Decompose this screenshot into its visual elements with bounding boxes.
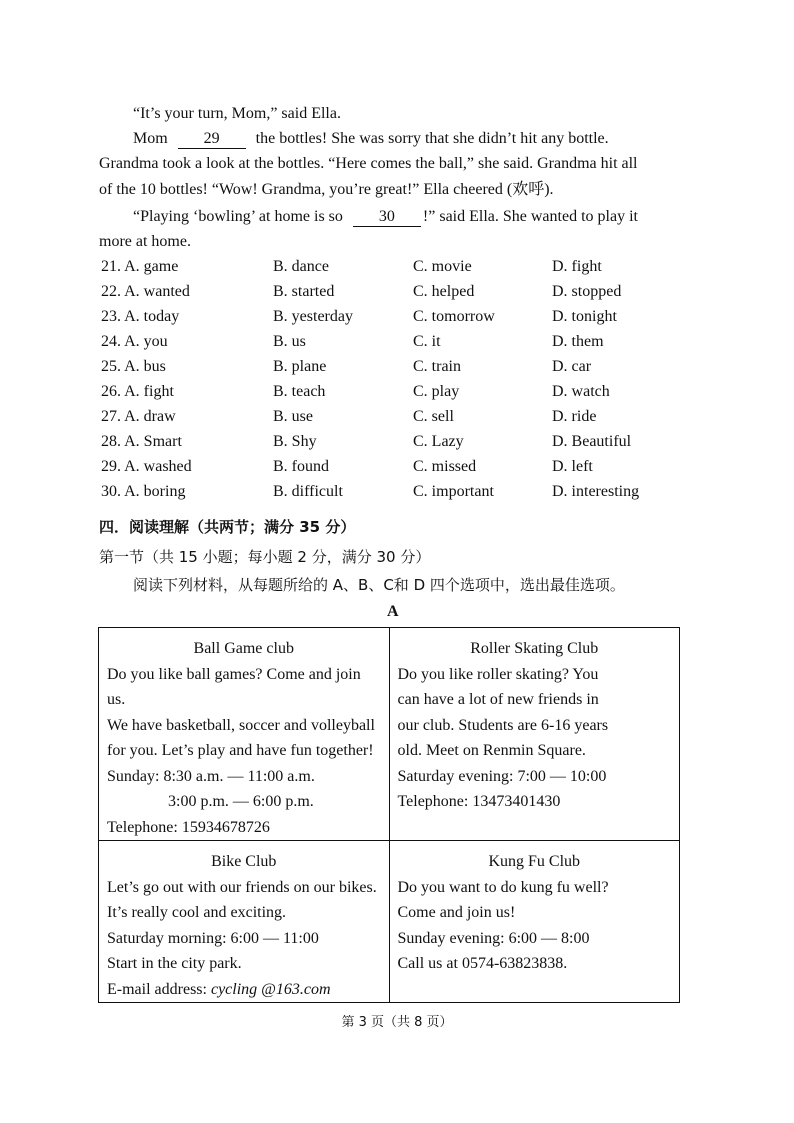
question-option-a: 22. A. wanted [101, 283, 190, 300]
question-option-d: D. Beautiful [552, 433, 632, 450]
question-option-d: D. them [552, 333, 604, 350]
question-option-c: C. play [413, 383, 460, 400]
question-option-d: D. watch [552, 383, 610, 400]
question-option-a: 25. A. bus [101, 358, 166, 375]
question-option-d: D. tonight [552, 308, 617, 325]
instruction: 阅读下列材料，从每题所给的 A、B、C和 D 四个选项中，选出最佳选项。 [133, 576, 625, 594]
club-phone: Telephone: 13473401430 [397, 793, 561, 810]
club-text: Start in the city park. [107, 955, 242, 972]
question-option-b: B. yesterday [273, 308, 353, 325]
club-text: Do you like roller skating? You [397, 665, 599, 683]
question-option-a: 29. A. washed [101, 458, 192, 475]
question-option-a: 30. A. boring [101, 483, 186, 500]
question-option-a: 27. A. draw [101, 408, 176, 425]
section-subheading: 第一节（共 15 小题；每小题 2 分，满分 30 分） [99, 548, 431, 566]
question-option-b: B. teach [273, 383, 326, 400]
question-option-c: C. sell [413, 408, 454, 425]
club-text: It’s really cool and exciting. [107, 904, 287, 921]
question-option-d: D. ride [552, 408, 597, 425]
question-option-b: B. us [273, 333, 306, 350]
question-option-d: D. left [552, 458, 593, 475]
question-option-c: C. helped [413, 283, 475, 300]
question-option-b: B. found [273, 458, 329, 475]
section-heading: 四．阅读理解（共两节；满分 35 分） [99, 518, 356, 536]
question-option-d: D. fight [552, 258, 602, 275]
question-option-b: B. started [273, 283, 335, 300]
club-time: Saturday evening: 7:00 — 10:00 [397, 767, 607, 785]
question-option-a: 28. A. Smart [101, 433, 182, 450]
roller-skating-club-card [389, 628, 680, 841]
passage-line: Grandma took a look at the bottles. “Here comes the ball,” she said. Grandma hit all [99, 155, 638, 172]
club-title: Bike Club [211, 853, 277, 870]
club-text: Come and join us! [397, 904, 516, 921]
question-option-c: C. train [413, 358, 461, 375]
passage-line-30 [133, 207, 638, 227]
question-option-d: D. interesting [552, 483, 640, 500]
clubs-table [98, 627, 680, 1003]
question-option-a: 24. A. you [101, 333, 168, 350]
passage-line: “It’s your turn, Mom,” said Ella. [133, 105, 341, 122]
club-time: 3:00 p.m. — 6:00 p.m. [168, 793, 314, 810]
club-text: old. Meet on Renmin Square. [397, 742, 586, 759]
bike-club-card [99, 841, 390, 1003]
club-phone: Call us at 0574-63823838. [397, 955, 568, 972]
club-text: our club. Students are 6-16 years [397, 716, 609, 734]
club-time: Saturday morning: 6:00 — 11:00 [107, 929, 319, 947]
club-title: Roller Skating Club [470, 640, 599, 657]
kung-fu-club-card [389, 841, 680, 1003]
ball-game-club-card [99, 628, 390, 841]
question-option-c: C. important [413, 483, 494, 500]
passage-line: of the 10 bottles! “Wow! Grandma, you’re great!” Ella cheered (欢呼). [99, 181, 554, 198]
club-text: Do you want to do kung fu well? [397, 878, 609, 896]
club-time: Sunday evening: 6:00 — 8:00 [397, 929, 590, 947]
club-email [107, 977, 381, 1003]
passage-text: !” said Ella. She wanted to play it [422, 208, 638, 225]
club-title: Kung Fu Club [488, 853, 581, 870]
question-option-c: C. movie [413, 258, 472, 275]
passage-text: the bottles! She was sorry that she didn’t hit any bottle. [255, 130, 609, 147]
club-text: for you. Let’s play and have fun together! [107, 742, 374, 759]
passage-text: Mom [133, 130, 168, 147]
question-option-a: 21. A. game [101, 258, 179, 275]
question-option-c: C. it [413, 333, 441, 350]
passage-text: “Playing ‘bowling’ at home is so [133, 208, 343, 225]
passage-line-29 [133, 129, 694, 149]
question-option-b: B. dance [273, 258, 329, 275]
page-footer: 第 3 页（共 8 页） [341, 1015, 453, 1030]
question-option-a: 26. A. fight [101, 383, 174, 400]
club-text: can have a lot of new friends in [397, 691, 599, 708]
email-address: cycling @163.com [210, 980, 331, 998]
question-option-b: B. use [273, 408, 313, 425]
club-text: We have basketball, soccer and volleyball [107, 716, 375, 734]
email-label: E-mail address: [107, 980, 211, 998]
answer-blank-30: 30 [353, 208, 421, 227]
question-option-c: C. tomorrow [413, 308, 495, 325]
club-title: Ball Game club [193, 640, 294, 657]
passage-label: A [387, 603, 399, 620]
passage-line: more at home. [99, 233, 191, 250]
answer-blank-29: 29 [178, 130, 246, 149]
club-phone: Telephone: 15934678726 [107, 818, 270, 836]
question-option-a: 23. A. today [101, 308, 180, 325]
question-option-d: D. car [552, 358, 592, 375]
question-option-b: B. difficult [273, 483, 343, 500]
question-option-b: B. Shy [273, 433, 317, 450]
club-time: Sunday: 8:30 a.m. — 11:00 a.m. [107, 767, 315, 785]
question-option-b: B. plane [273, 358, 327, 375]
question-option-c: C. Lazy [413, 433, 464, 450]
club-text: Do you like ball games? Come and join us. [107, 665, 361, 708]
question-option-c: C. missed [413, 458, 477, 475]
club-text: Let’s go out with our friends on our bikes. [107, 878, 377, 896]
question-option-d: D. stopped [552, 283, 622, 300]
